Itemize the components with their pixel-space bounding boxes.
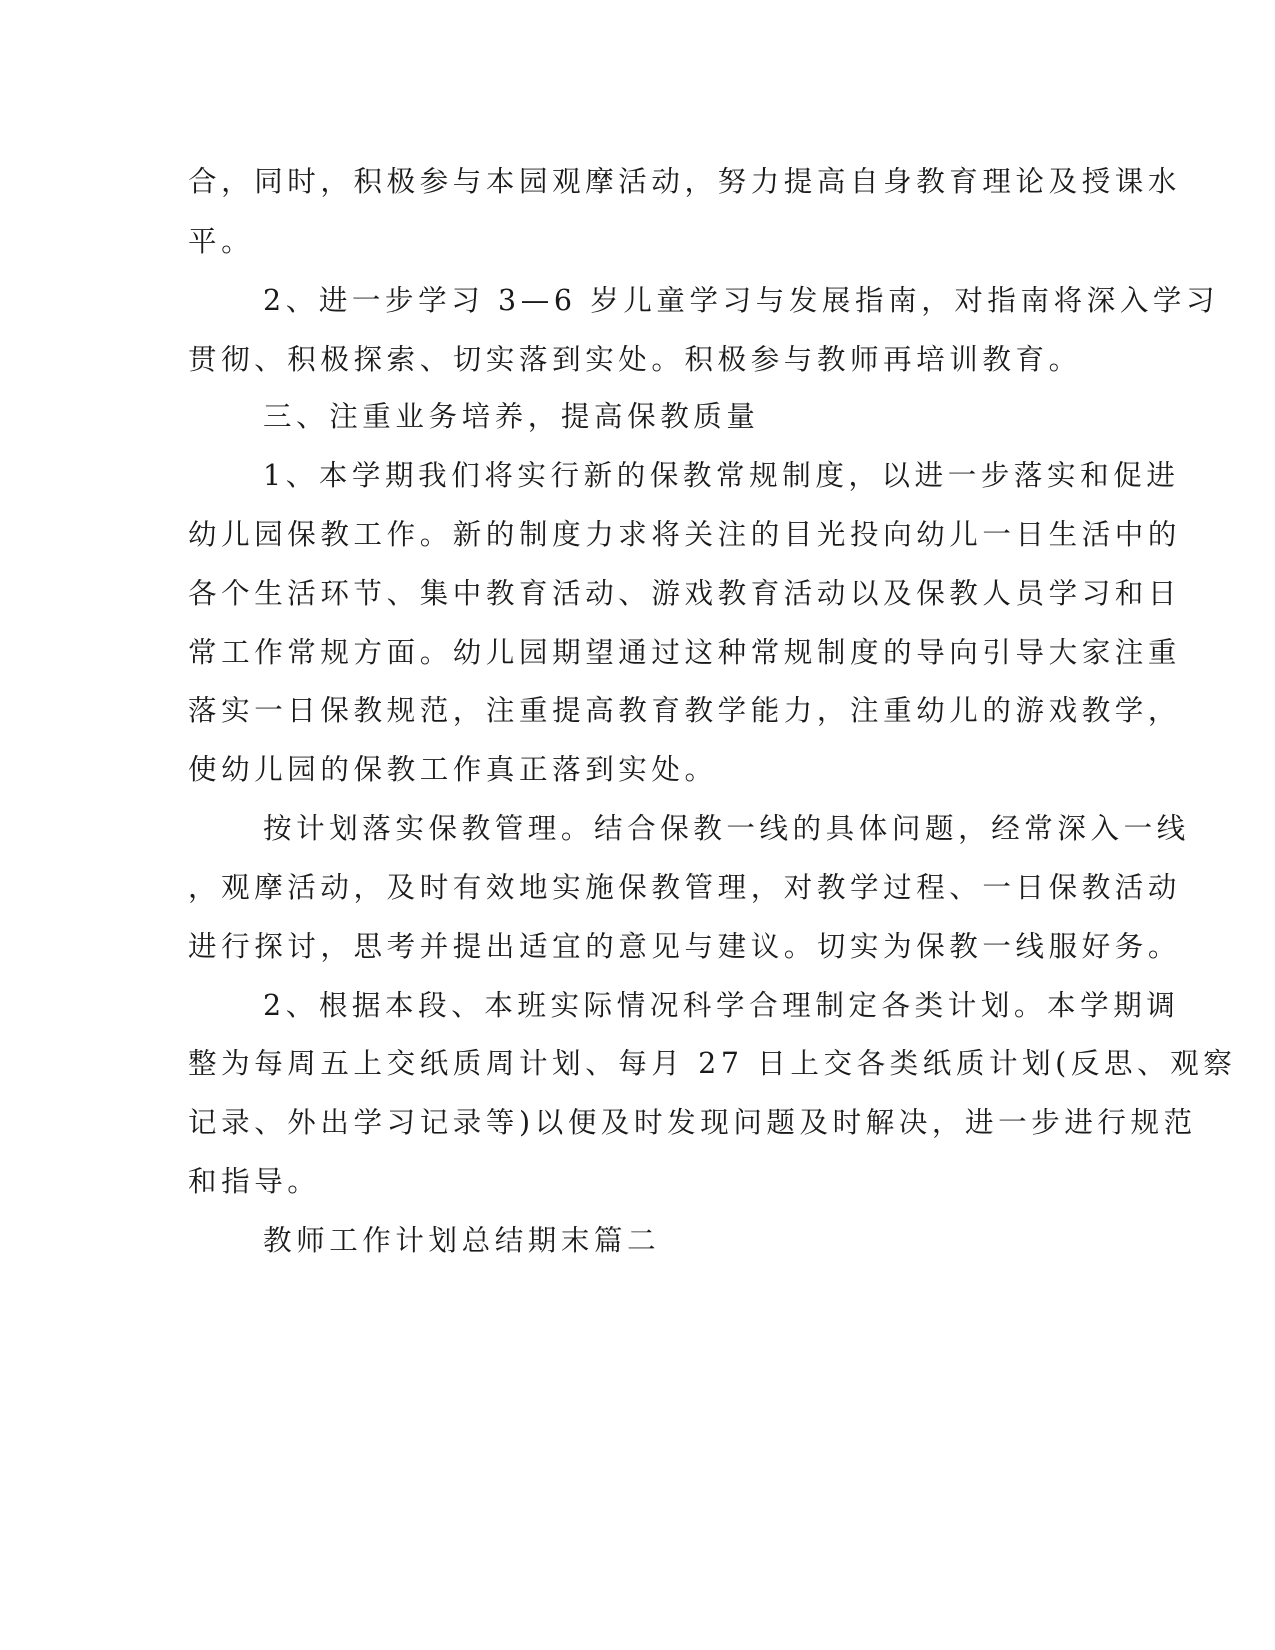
- text-line: 整为每周五上交纸质周计划、每月 27 日上交各类纸质计划(反思、观察: [188, 1047, 1237, 1080]
- text-line: 2、根据本段、本班实际情况科学合理制定各类计划。本学期调: [263, 989, 1180, 1022]
- section-heading: 三、注重业务培养，提高保教质量: [263, 400, 760, 433]
- text-line: 按计划落实保教管理。结合保教一线的具体问题，经常深入一线: [263, 812, 1190, 845]
- text-line: ，观摩活动，及时有效地实施保教管理，对教学过程、一日保教活动: [188, 871, 1182, 904]
- text-line: 1、本学期我们将实行新的保教常规制度，以进一步落实和促进: [263, 459, 1180, 492]
- text-line: 常工作常规方面。幼儿园期望通过这种常规制度的导向引导大家注重: [188, 636, 1182, 669]
- text-line: 合，同时，积极参与本园观摩活动，努力提高自身教育理论及授课水: [188, 165, 1182, 198]
- text-line: 记录、外出学习记录等)以便及时发现问题及时解决，进一步进行规范: [188, 1106, 1197, 1139]
- text-line: 幼儿园保教工作。新的制度力求将关注的目光投向幼儿一日生活中的: [188, 518, 1182, 551]
- text-line: 平。: [188, 225, 255, 258]
- text-line: 贯彻、积极探索、切实落到实处。积极参与教师再培训教育。: [188, 343, 1082, 376]
- text-line: 和指导。: [188, 1165, 321, 1198]
- text-line: 2、进一步学习 3—6 岁儿童学习与发展指南，对指南将深入学习: [263, 284, 1220, 317]
- text-line: 使幼儿园的保教工作真正落到实处。: [188, 753, 718, 786]
- text-line: 进行探讨，思考并提出适宜的意见与建议。切实为保教一线服好务。: [188, 930, 1182, 963]
- section-heading: 教师工作计划总结期末篇二: [263, 1224, 661, 1257]
- text-line: 各个生活环节、集中教育活动、游戏教育活动以及保教人员学习和日: [188, 577, 1182, 610]
- text-line: 落实一日保教规范，注重提高教育教学能力，注重幼儿的游戏教学，: [188, 694, 1182, 727]
